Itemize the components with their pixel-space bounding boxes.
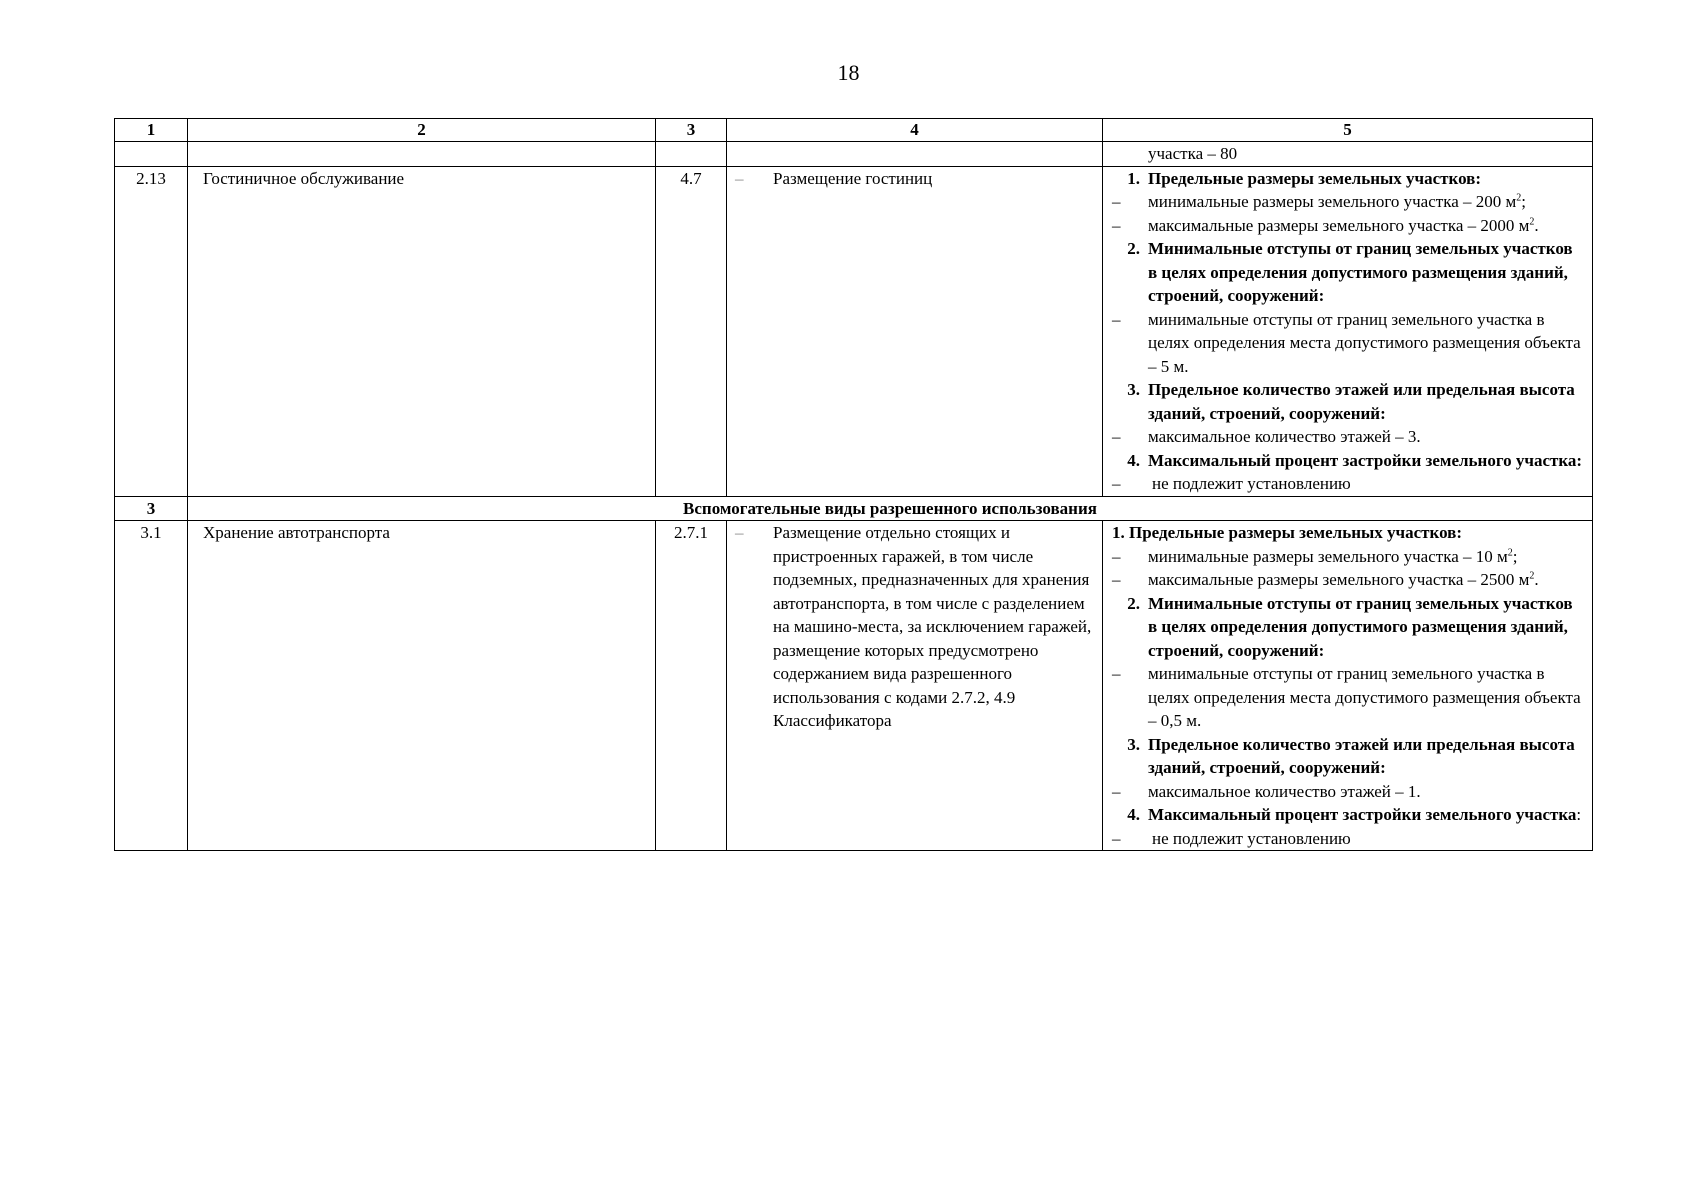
list-dash: – bbox=[1112, 781, 1121, 801]
use-description: Размещение отдельно стоящих и пристроенных гаражей, в том числе подземных, предназначенных для хранения автотранспорта, в том числе с разделением на машино-места, за исключением гаражей, размещение которых предусмотрено содержанием вида разрешенного использования с кодами 2.7.2, 4.9 Классификатора bbox=[773, 523, 1092, 730]
list-dash: – bbox=[1112, 546, 1121, 566]
item-number: 4. bbox=[1127, 450, 1140, 470]
row-number: 2.13 bbox=[115, 166, 188, 496]
param-value: максимальные размеры земельного участка – 2500 м bbox=[1148, 570, 1530, 589]
punctuation: : bbox=[1576, 805, 1582, 824]
punctuation: ; bbox=[1521, 192, 1526, 211]
use-description-cell bbox=[727, 166, 1103, 496]
param-value: максимальное количество этажей – 1. bbox=[1148, 781, 1421, 801]
header-col-2: 2 bbox=[188, 119, 656, 142]
param-heading: Максимальный процент застройки земельного участка: bbox=[1148, 450, 1583, 470]
param-heading: 1. Предельные размеры земельных участков: bbox=[1112, 523, 1463, 542]
item-number: 1. bbox=[1127, 168, 1140, 188]
continuation-row bbox=[115, 142, 1593, 167]
table-row-2-13 bbox=[115, 166, 1593, 496]
punctuation: . bbox=[1534, 215, 1539, 235]
list-dash: – bbox=[735, 523, 744, 542]
param-heading: Предельные размеры земельных участков: bbox=[1148, 168, 1482, 188]
param-value: минимальные размеры земельного участка – 200 м bbox=[1148, 192, 1517, 211]
superscript: 2 bbox=[1516, 192, 1522, 204]
list-dash: – bbox=[1112, 427, 1121, 446]
section-title: Вспомогательные виды разрешенного использования bbox=[188, 496, 1593, 521]
page-number: 18 bbox=[837, 60, 860, 85]
parameters-cell bbox=[1103, 521, 1593, 851]
use-type-name: Хранение автотранспорта bbox=[188, 521, 656, 851]
param-value: минимальные размеры земельного участка – 10 м bbox=[1148, 546, 1508, 566]
item-number: 2. bbox=[1127, 239, 1140, 258]
param-value: минимальные отступы от границ земельного участка в целях определения места допустимого размещения объекта – 0,5 м. bbox=[1148, 664, 1581, 730]
list-dash: – bbox=[1112, 474, 1121, 493]
superscript: 2 bbox=[1529, 570, 1535, 582]
param-value: максимальные размеры земельного участка – 2000 м bbox=[1148, 215, 1530, 235]
header-col-1: 1 bbox=[115, 119, 188, 142]
item-number: 3. bbox=[1127, 380, 1140, 399]
list-dash: – bbox=[735, 168, 744, 188]
section-row-3 bbox=[115, 496, 1593, 521]
use-description: Размещение гостиниц bbox=[773, 168, 933, 188]
use-description-cell bbox=[727, 521, 1103, 851]
item-number: 4. bbox=[1127, 805, 1140, 824]
superscript: 2 bbox=[1529, 215, 1535, 227]
continuation-text: участка – 80 bbox=[1148, 144, 1238, 163]
header-col-4: 4 bbox=[727, 119, 1103, 142]
param-heading: Предельное количество этажей или предельная высота зданий, строений, сооружений: bbox=[1148, 380, 1575, 423]
header-col-5: 5 bbox=[1103, 119, 1593, 142]
table-header-row bbox=[115, 119, 1593, 142]
param-heading: Минимальные отступы от границ земельных участков в целях определения допустимого размещения зданий, строений, сооружений: bbox=[1148, 239, 1573, 305]
punctuation: ; bbox=[1512, 546, 1518, 566]
header-col-3: 3 bbox=[656, 119, 727, 142]
list-dash: – bbox=[1112, 192, 1121, 211]
param-value: не подлежит установлению bbox=[1152, 828, 1351, 848]
item-number: 3. bbox=[1127, 734, 1140, 754]
list-dash: – bbox=[1112, 309, 1121, 329]
punctuation: . bbox=[1534, 570, 1539, 589]
item-number: 2. bbox=[1127, 593, 1140, 613]
parameters-cell bbox=[1103, 166, 1593, 496]
param-heading: Максимальный процент застройки земельного участка bbox=[1148, 805, 1577, 824]
row-number: 3.1 bbox=[115, 521, 188, 851]
classifier-code: 4.7 bbox=[656, 166, 727, 496]
continuation-cell bbox=[1103, 142, 1593, 167]
list-dash: – bbox=[1112, 570, 1121, 589]
param-heading: Минимальные отступы от границ земельных участков в целях определения допустимого размещения зданий, строений, сооружений: bbox=[1148, 593, 1573, 660]
superscript: 2 bbox=[1507, 546, 1513, 558]
param-heading: Предельное количество этажей или предельная высота зданий, строений, сооружений: bbox=[1148, 734, 1575, 777]
use-type-name: Гостиничное обслуживание bbox=[188, 166, 656, 496]
list-dash: – bbox=[1112, 828, 1121, 848]
table-row-3-1 bbox=[115, 521, 1593, 851]
classifier-code: 2.7.1 bbox=[656, 521, 727, 851]
list-dash: – bbox=[1112, 215, 1121, 235]
param-value: минимальные отступы от границ земельного участка в целях определения места допустимого размещения объекта – 5 м. bbox=[1148, 309, 1581, 376]
regulations-table bbox=[114, 118, 1593, 851]
section-number: 3 bbox=[115, 496, 188, 521]
param-value: не подлежит установлению bbox=[1152, 474, 1351, 493]
param-value: максимальное количество этажей – 3. bbox=[1148, 427, 1421, 446]
list-dash: – bbox=[1112, 664, 1121, 683]
